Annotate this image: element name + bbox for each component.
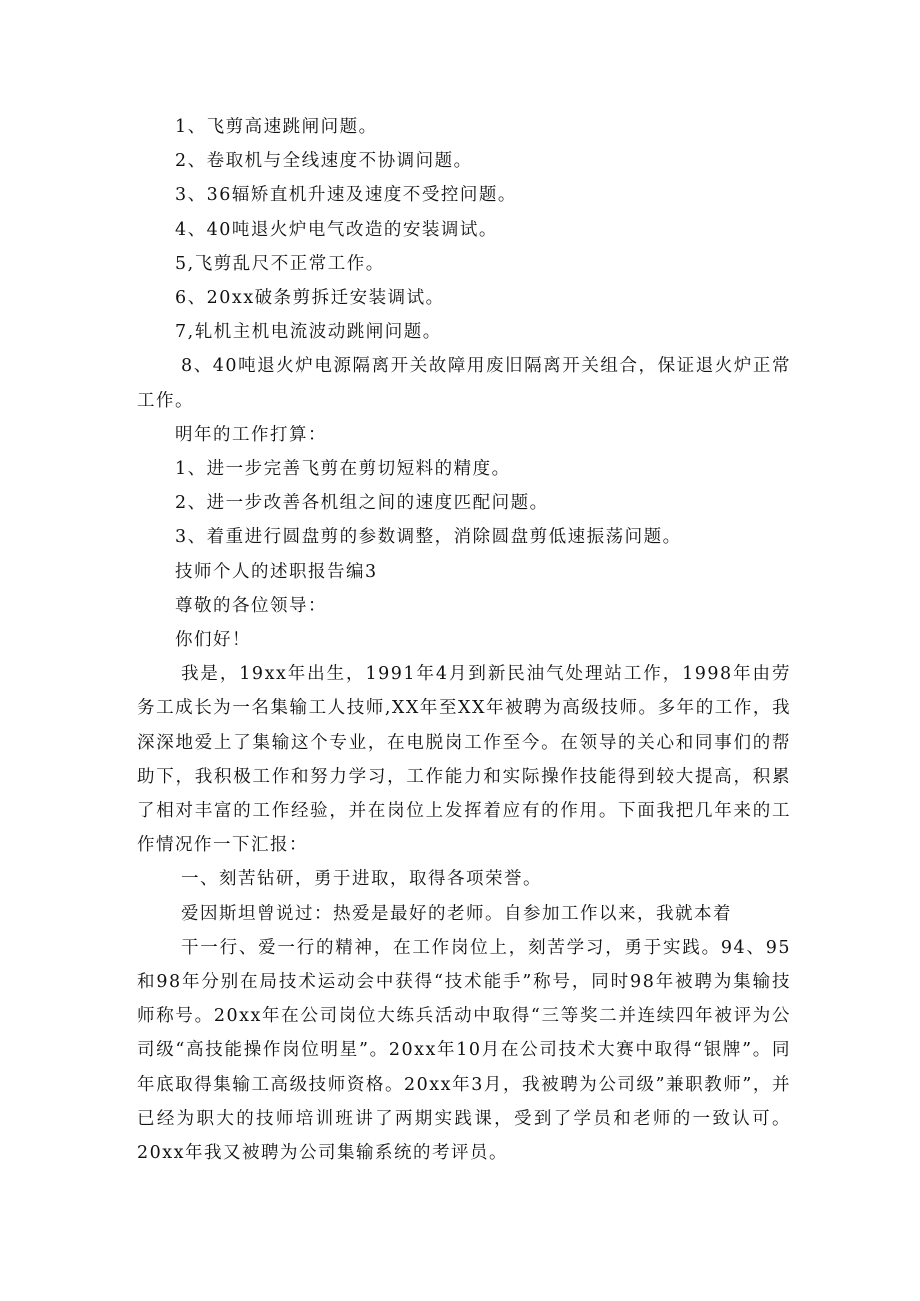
report-title: 技师个人的述职报告编3 xyxy=(175,561,378,582)
einstein-quote-paragraph: 爱因斯坦曾说过：热爱是最好的老师。自参加工作以来，我就本着 xyxy=(181,903,732,924)
section-heading-next-year-plan: 明年的工作打算： xyxy=(175,424,327,445)
list-item-flying-shear-trip: 1、飞剪高速跳闸问题。 xyxy=(175,117,378,137)
list-item-annealing-furnace-install: 4、40吨退火炉电气改造的安装调试。 xyxy=(175,219,498,240)
list-item-coiler-speed: 2、卷取机与全线速度不协调问题。 xyxy=(175,151,473,172)
list-item-strip-shear-install: 6、20xx破条剪拆迁安装调试。 xyxy=(175,288,445,309)
document-body xyxy=(137,110,791,1170)
list-item-mill-current-trip: 7,轧机主机电流波动跳闸问题。 xyxy=(175,322,442,343)
intro-paragraph: 我是，19xx年出生，1991年4月到新民油气处理站工作，1998年由劳务工成长为一名集输工人技师,XX年至XX年被聘为高级技师。多年的工作，我深深地爱上了集输这个专业，在电脱岗工作至今。在领导的关心和同事们的帮助下，我积极工作和努力学习，工作能力和实际操作技能得到较大提高，积累了相对丰富的工作经验，并在岗位上发挥着应有的作用。下面我把几年来的工作情况作一下汇报： xyxy=(137,664,791,856)
section-heading-honors: 一、刻苦钻研，勇于进取，取得各项荣誉。 xyxy=(181,869,542,890)
plan-item-speed-matching: 2、进一步改善各机组之间的速度匹配问题。 xyxy=(175,493,549,514)
plan-item-disc-shear-tuning: 3、着重进行圆盘剪的参数调整，消除圆盘剪低速振荡问题。 xyxy=(175,527,682,548)
list-item-isolation-switch: 8、40吨退火炉电源隔离开关故障用废旧隔离开关组合，保证退火炉正常工作。 xyxy=(137,356,791,411)
greeting: 你们好！ xyxy=(175,630,251,651)
plan-item-shear-precision: 1、进一步完善飞剪在剪切短料的精度。 xyxy=(175,459,511,480)
salutation: 尊敬的各位领导： xyxy=(175,595,327,616)
list-item-straightener-speed: 3、36辐矫直机升速及速度不受控问题。 xyxy=(175,185,517,206)
honors-paragraph: 干一行、爱一行的精神，在工作岗位上，刻苦学习，勇于实践。94、95和98年分别在局技术运动会中获得“技术能手”称号，同时98年被聘为集输技师称号。20xx年在公司岗位大练兵活动中取得“三等奖二并连续四年被评为公司级“高技能操作岗位明星”。20xx年10月在公司技术大赛中取得“银牌”。同年底取得集输工高级技师资格。20xx年3月，我被聘为公司级”兼职教师”，并已经为职大的技师培训班讲了两期实践课，受到了学员和老师的一致认可。20xx年我又被聘为公司集输系统的考评员。 xyxy=(137,937,791,1164)
list-item-flying-shear-length: 5,飞剪乱尺不正常工作。 xyxy=(175,253,385,274)
